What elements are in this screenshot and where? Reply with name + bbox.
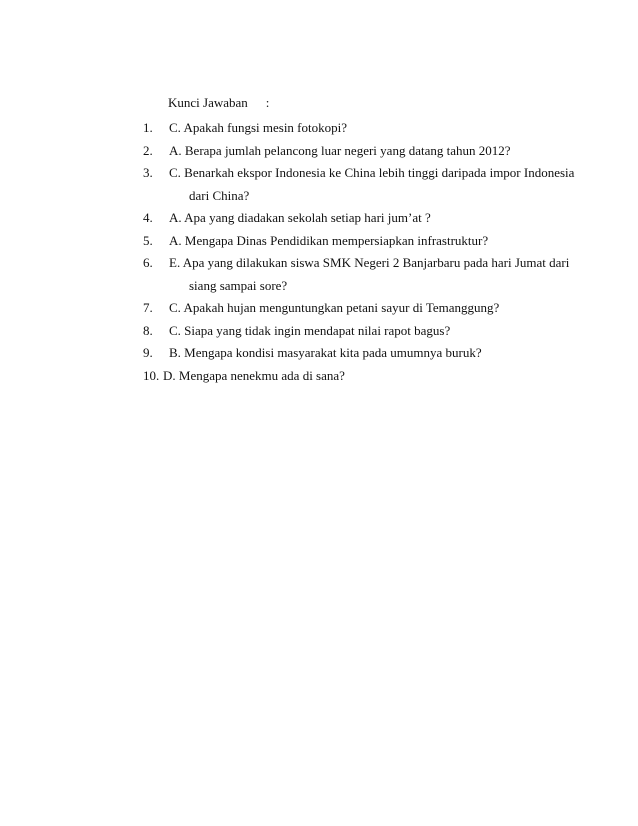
answer-item [143, 252, 583, 297]
answer-number: 8. [143, 322, 153, 338]
answer-text-continuation: siang sampai sore? [189, 277, 288, 293]
answer-text: C. Benarkah ekspor Indonesia ke China lebih tinggi daripada impor Indonesia [169, 165, 575, 180]
answer-text: B. Mengapa kondisi masyarakat kita pada umumnya buruk? [169, 345, 482, 360]
answer-item [143, 320, 583, 343]
answer-item [143, 207, 583, 230]
answer-text: C. Apakah hujan menguntungkan petani sayur di Temanggung? [169, 300, 500, 315]
answer-text: A. Mengapa Dinas Pendidikan mempersiapkan infrastruktur? [169, 232, 489, 248]
answer-text: C. Apakah fungsi mesin fotokopi? [169, 120, 348, 135]
answer-item [143, 342, 583, 365]
answer-number: 1. [143, 120, 153, 135]
answer-item [143, 365, 583, 388]
answer-number: 4. [143, 210, 153, 225]
answer-number: 2. [143, 142, 153, 158]
answer-item [143, 117, 583, 140]
answer-item [143, 162, 583, 207]
answer-item [143, 140, 583, 163]
answer-item [143, 297, 583, 320]
answer-text: C. Siapa yang tidak ingin mendapat nilai rapot bagus? [169, 322, 451, 338]
answer-list [143, 117, 583, 387]
answer-item [143, 230, 583, 253]
answer-number: 5. [143, 232, 153, 248]
answer-key-heading [168, 95, 269, 111]
answer-text: A. Apa yang diadakan sekolah setiap hari jum’at ? [169, 210, 431, 225]
answer-number: 7. [143, 300, 153, 315]
answer-text-continuation: dari China? [189, 187, 250, 203]
answer-number: 6. [143, 255, 153, 270]
answer-number: 10. [143, 367, 160, 383]
answer-text: A. Berapa jumlah pelancong luar negeri yang datang tahun 2012? [169, 142, 511, 158]
answer-number: 3. [143, 165, 153, 180]
heading-colon: : [265, 95, 270, 110]
answer-number: 9. [143, 345, 153, 360]
heading-text: Kunci Jawaban [168, 95, 248, 110]
answer-text: D. Mengapa nenekmu ada di sana? [163, 367, 345, 383]
answer-text: E. Apa yang dilakukan siswa SMK Negeri 2 Banjarbaru pada hari Jumat dari [169, 255, 570, 270]
